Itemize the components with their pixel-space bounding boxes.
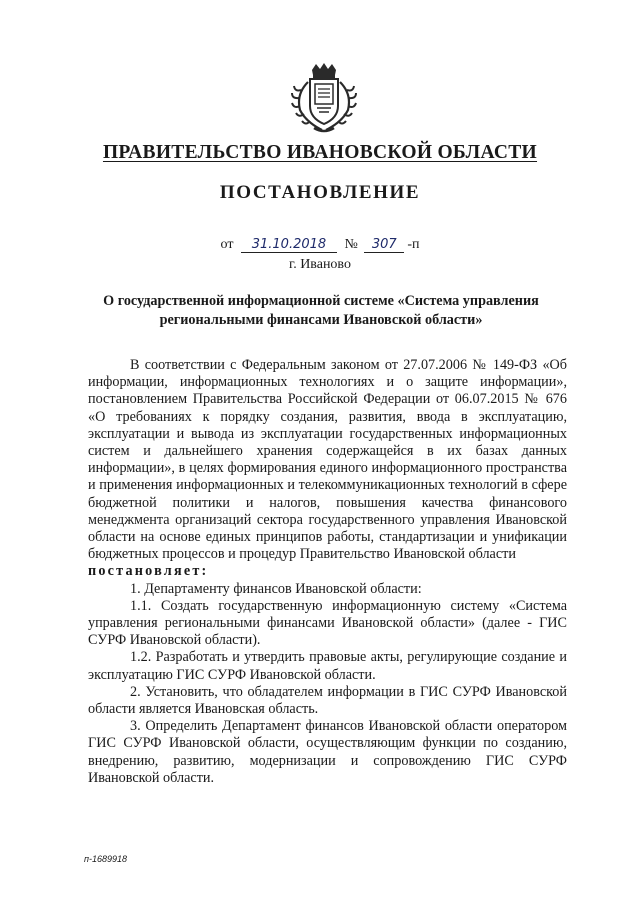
date-number-line <box>0 237 640 253</box>
item-3: 3. Определить Департамент финансов Ивановской области оператором ГИС СУРФ Ивановской области, осуществляющим функции по созданию, внедрению, развитию, модернизации и сопровождению ГИС СУРФ Ивановской области. <box>88 718 567 786</box>
ivanovo-coat-of-arms-icon <box>288 62 360 136</box>
resolution-subject: О государственной информационной системе «Система управления региональными финансами Ивановской области» <box>103 293 539 328</box>
number-sign: № <box>344 237 358 252</box>
resolution-body <box>88 357 567 787</box>
document-code: п-1689918 <box>84 854 127 864</box>
handwritten-number: 307 <box>364 238 404 253</box>
item-2: 2. Установить, что обладателем информации в ГИС СУРФ Ивановской области является Ивановская область. <box>88 683 567 718</box>
city-name: г. Иваново <box>289 257 351 272</box>
government-title: ПРАВИТЕЛЬСТВО ИВАНОВСКОЙ ОБЛАСТИ <box>102 142 538 163</box>
handwritten-date: 31.10.2018 <box>241 238 337 253</box>
decree-word: постановляет: <box>88 563 209 580</box>
preamble-paragraph: В соответствии с Федеральным законом от 27.07.2006 № 149-ФЗ «Об информации, информационных технологиях и о защите информации», постановлением Правительства Российской Федерации от 06.07.2015 № 676 «О требованиях к порядку создания, развития, ввода в эксплуатацию, эксплуатации и вывода из эксплуатации государственных информационных систем и дальнейшего хранения содержащейся в их базах данных информации», в целях формирования единого информационного пространства и применения информационных и телекоммуникационных технологий в сфере бюджетной политики и налогов, повышения качества финансового менеджмента организаций сектора государственного управления Ивановской области на основе единых принципов работы, стандартизации и унификации бюджетных процессов и процедур Правительство Ивановской области <box>88 357 567 563</box>
date-prefix: от <box>220 237 234 252</box>
document-type-title: ПОСТАНОВЛЕНИЕ <box>219 182 421 203</box>
item-1-2: 1.2. Разработать и утвердить правовые акты, регулирующие создание и эксплуатацию ГИС СУРФ Ивановской области. <box>88 649 567 683</box>
item-1-1: 1.1. Создать государственную информационную систему «Система управления региональными финансами Ивановской области» (далее - ГИС СУРФ Ивановской области). <box>88 597 567 649</box>
number-suffix: -п <box>407 237 420 252</box>
decree-word-paragraph <box>88 563 567 580</box>
item-1: 1. Департаменту финансов Ивановской области: <box>130 580 422 597</box>
